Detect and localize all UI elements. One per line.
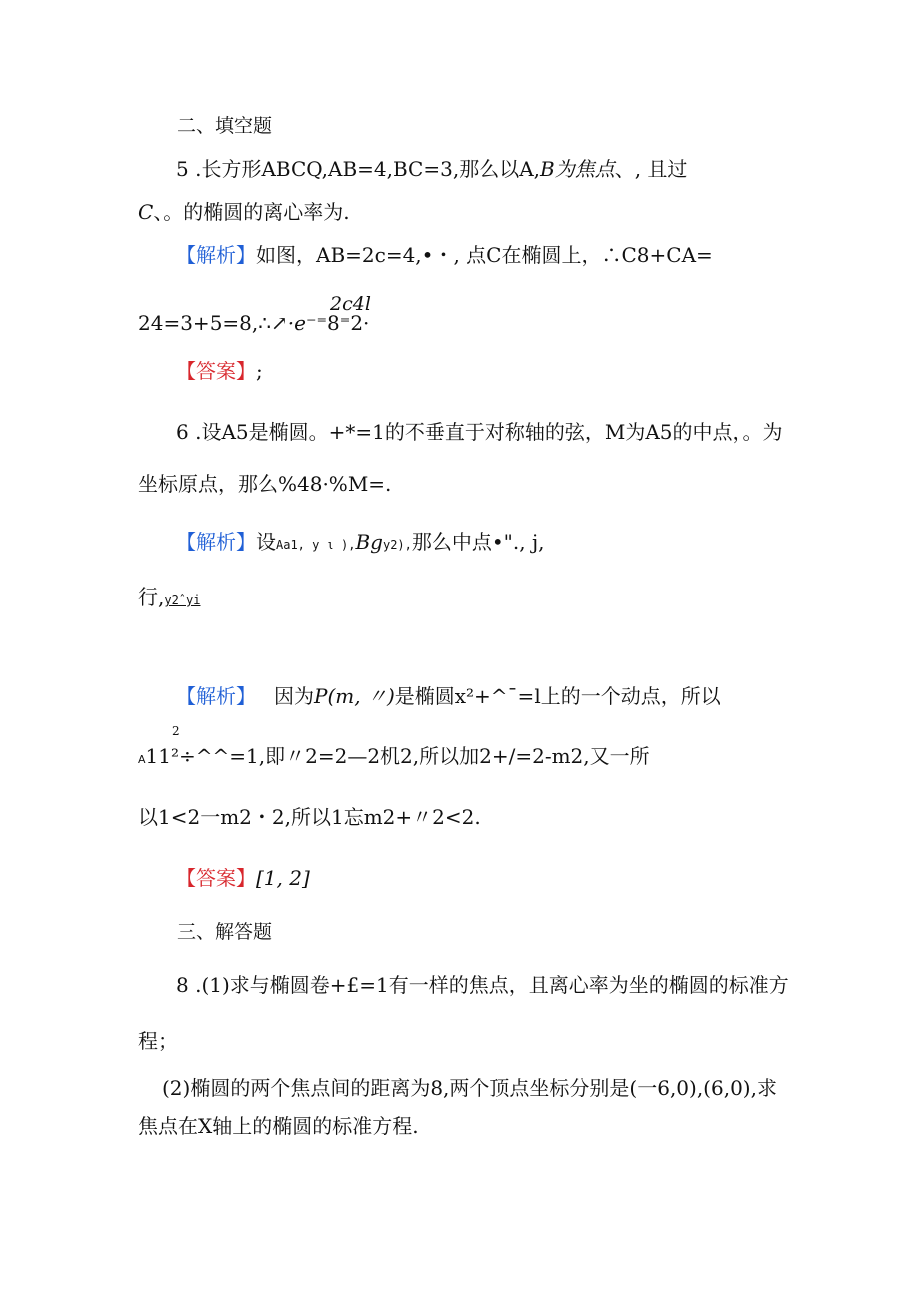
q6-analysis-small2: y2), (382, 538, 412, 552)
q7-line1-tail: 是椭圆x²+^ˉ=l上的一个动点，所以 (394, 684, 721, 708)
q8-line3: (2)椭圆的两个焦点间的距离为8,两个顶点坐标分别是(一6,0),(6,0),求 (162, 1076, 777, 1100)
answer-label: 【答案】 (176, 866, 256, 890)
q7-superscript: 2 (172, 724, 180, 738)
q5-analysis2-italic: ↗·e (270, 311, 306, 335)
q7-line2 (138, 744, 650, 772)
q7-answer-value: [1, 2] (256, 866, 310, 890)
q6-line2: 坐标原点，那么%48·%M=. (138, 472, 392, 496)
q7-line1-italic: P(m, 〃) (314, 684, 395, 708)
q6-line1: 6 .设A5是椭圆。+*=1的不垂直于对称轴的弦，M为A5的中点，。为 (176, 420, 783, 444)
q6-analysis-italic: Bg (355, 530, 383, 554)
q5-fraction-top: 2c4l (330, 293, 371, 315)
q5-tail: 、, 且过 (614, 157, 688, 181)
q5-italic: B为焦点 (540, 157, 615, 181)
q8-line2: 程； (138, 1029, 178, 1053)
analysis-label: 【解析】 (176, 684, 256, 708)
q6-line3 (138, 585, 200, 612)
q5-line2-text: 、。的椭圆的离心率为. (153, 200, 350, 224)
q6-analysis-pre: 设 (256, 530, 276, 554)
q6-analysis-small1: Aa1, y ι ), (276, 538, 356, 552)
q5-answer-value: ; (256, 359, 263, 383)
q5-analysis-text: 如图，AB=2c=4,•・, 点C在椭圆上，∴C8+CA= (256, 243, 713, 267)
q7-line2-small: A (138, 753, 146, 766)
q5-analysis2-tail: ⁻⁼8⁼2· (305, 311, 370, 335)
q5-analysis (176, 243, 713, 267)
q8-line4: 焦点在X轴上的椭圆的标准方程. (138, 1114, 419, 1138)
answer-label: 【答案】 (176, 359, 256, 383)
q5-line2 (138, 200, 350, 224)
q5-answer (176, 359, 263, 383)
q5-analysis-line2 (138, 311, 369, 335)
q7-analysis (176, 684, 721, 708)
q5-text: 5 .长方形ABCQ,AB=4,BC=3,那么以A, (176, 157, 541, 181)
q5-line2-italic: C (138, 200, 154, 224)
analysis-label: 【解析】 (176, 243, 256, 267)
q7-line3: 以1<2一m2・2,所以1忘m2+〃2<2. (138, 805, 481, 829)
q6-line3-small: y2ˆyi (164, 593, 201, 607)
section-heading-fill-in: 二、填空题 (177, 115, 273, 137)
q5-line1 (176, 157, 687, 181)
q7-answer (176, 866, 310, 890)
q6-analysis-tail: 那么中点•"., j, (411, 530, 545, 554)
q7-line2-text: 11²÷^^=1,即〃2=2—2机2,所以加2+/=2-m2,又一所 (145, 744, 650, 768)
analysis-label: 【解析】 (176, 530, 256, 554)
q6-line3-pre: 行, (138, 585, 165, 609)
q5-analysis2-text: 24=3+5=8,∴ (138, 311, 271, 335)
q8-line1: 8 .(1)求与椭圆卷+£=1有一样的焦点，且离心率为坐的椭圆的标准方 (176, 973, 789, 997)
section-heading-solve: 三、解答题 (177, 921, 273, 943)
q6-analysis (176, 530, 545, 557)
q7-line1-pre: 因为 (274, 684, 314, 708)
